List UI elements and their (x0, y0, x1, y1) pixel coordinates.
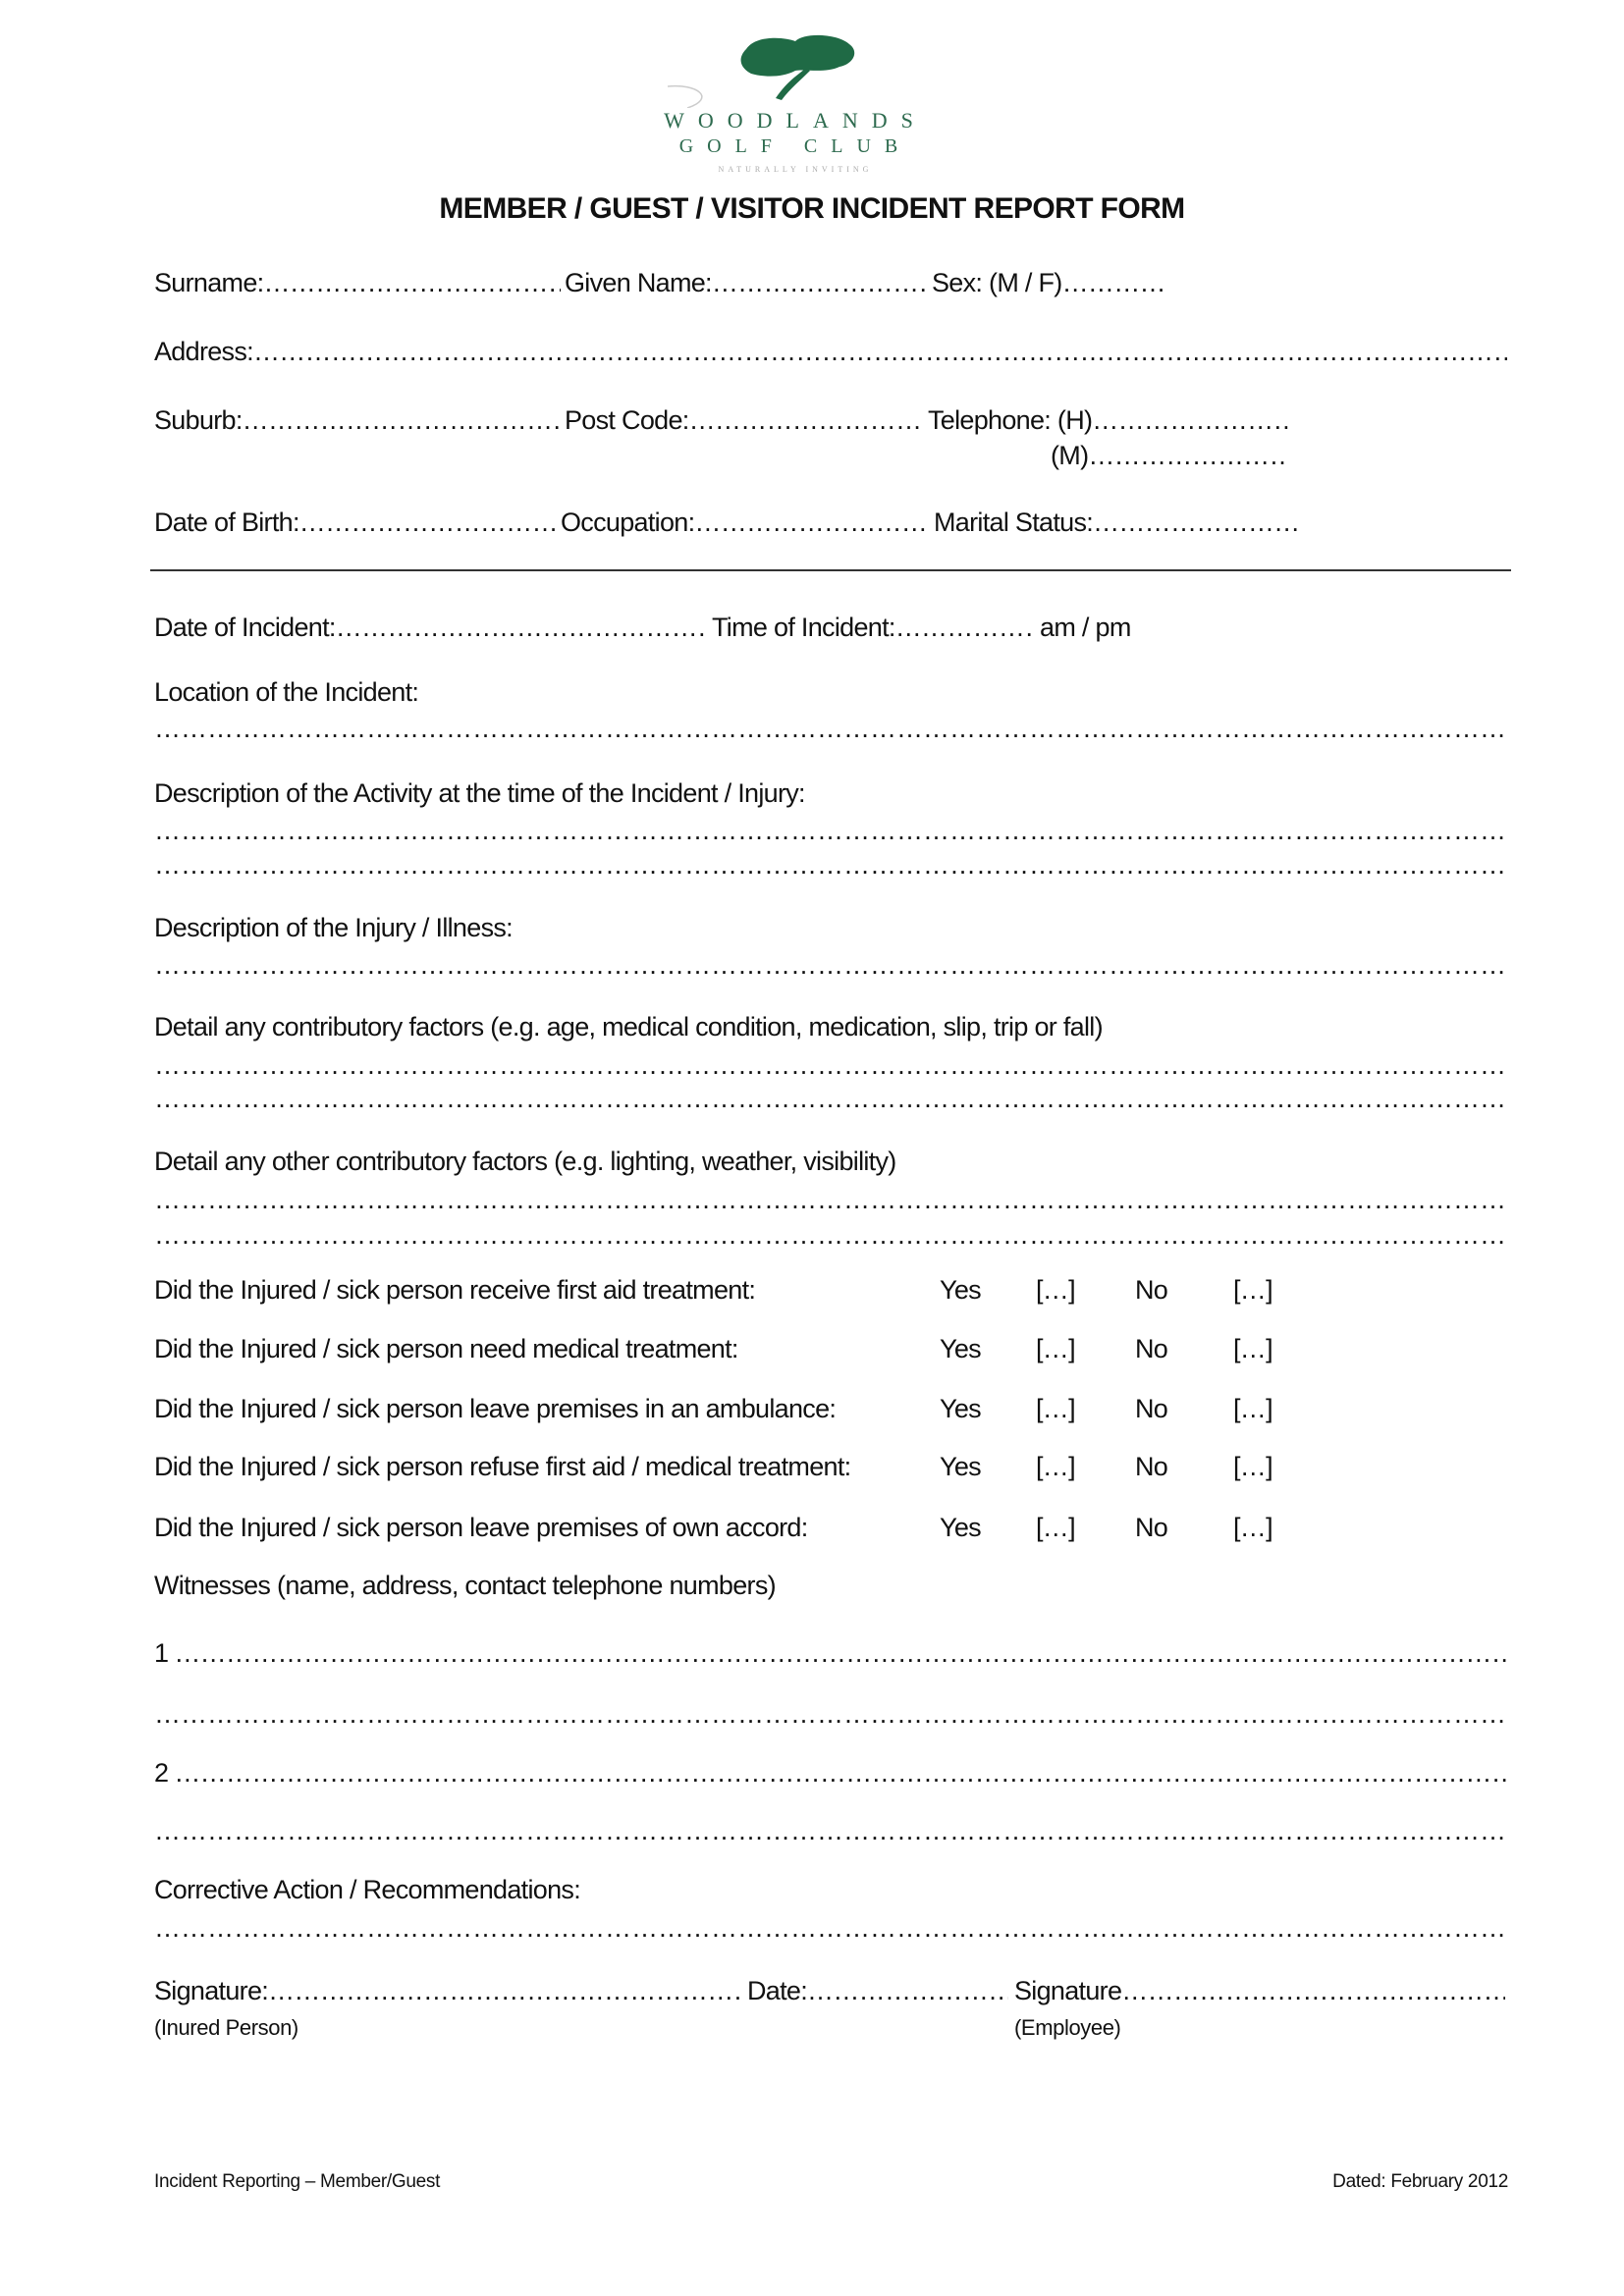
incident-date-label: Date of Incident: (154, 613, 336, 642)
club-logo (658, 29, 933, 177)
yes-label: Yes (940, 1334, 981, 1363)
logo-line2: GOLF CLUB (678, 135, 912, 157)
no-label: No (1135, 1394, 1168, 1423)
address-field[interactable] (154, 336, 1507, 367)
row-incident-date (154, 612, 1131, 643)
contributory-line-1[interactable] (154, 1049, 1507, 1081)
incident-time-label: Time of Incident: (712, 613, 895, 642)
signature-date-field[interactable] (747, 1975, 1008, 2006)
contributory-line-2[interactable] (154, 1083, 1507, 1114)
dob-field[interactable] (154, 507, 557, 538)
telephone-home-field[interactable] (928, 404, 1293, 436)
incident-date-field[interactable] (154, 612, 708, 643)
row-address (154, 336, 1507, 367)
tree-icon (658, 29, 933, 108)
witnesses-label: Witnesses (name, address, contact telephone numbers) (154, 1571, 776, 1600)
corrective-line[interactable] (154, 1912, 1507, 1944)
witness-1-line-2[interactable] (154, 1698, 1507, 1730)
location-label: Location of the Incident: (154, 677, 419, 707)
yes-label: Yes (940, 1513, 981, 1542)
sex-field[interactable] (932, 267, 1167, 298)
corrective-label: Corrective Action / Recommendations: (154, 1875, 580, 1904)
suburb-field[interactable] (154, 404, 561, 436)
footer-right: Dated: February 2012 (1332, 2171, 1508, 2192)
yes-checkbox[interactable]: […] (1036, 1452, 1075, 1481)
footer-left: Incident Reporting – Member/Guest (154, 2171, 441, 2192)
occupation-label: Occupation: (561, 507, 695, 537)
row-signatures (154, 1975, 1505, 2006)
yes-checkbox[interactable]: […] (1036, 1513, 1075, 1542)
activity-line-1[interactable] (154, 815, 1507, 846)
employee-caption: (Employee) (1014, 2015, 1121, 2040)
row-dob (154, 507, 1297, 538)
given-name-label: Given Name: (565, 268, 712, 297)
activity-line-2[interactable] (154, 849, 1507, 881)
activity-label: Description of the Activity at the time of the Incident / Injury: (154, 778, 805, 808)
witness-2-row (154, 1757, 1507, 1789)
other-contributory-label: Detail any other contributory factors (e.g. lighting, weather, visibility) (154, 1147, 896, 1176)
yes-label: Yes (940, 1275, 981, 1305)
injured-signature-field[interactable] (154, 1975, 743, 2006)
row-name (154, 267, 1167, 298)
row-mobile (1051, 440, 1286, 471)
sex-label: Sex: (M / F) (932, 268, 1062, 297)
occupation-field[interactable] (561, 507, 930, 538)
other-contributory-line-1[interactable] (154, 1184, 1507, 1215)
surname-field[interactable] (154, 267, 561, 298)
signature-date-label: Date: (747, 1976, 808, 2005)
other-contributory-line-2[interactable] (154, 1219, 1507, 1251)
location-line[interactable] (154, 713, 1507, 744)
logo-tagline: NATURALLY INVITING (718, 165, 873, 174)
section-divider (150, 569, 1511, 571)
witness-2-field[interactable] (154, 1757, 1507, 1789)
no-label: No (1135, 1452, 1168, 1481)
telephone-mobile-field[interactable] (1051, 440, 1286, 471)
am-pm-label: am / pm (1040, 613, 1131, 642)
incident-time-field[interactable] (712, 612, 1032, 643)
question-text: Did the Injured / sick person refuse first aid / medical treatment: (154, 1452, 851, 1481)
row-suburb (154, 404, 1293, 436)
dob-label: Date of Birth: (154, 507, 299, 537)
post-code-field[interactable] (565, 404, 924, 436)
post-code-label: Post Code: (565, 405, 689, 435)
question-text: Did the Injured / sick person receive first aid treatment: (154, 1275, 756, 1305)
yes-checkbox[interactable]: […] (1036, 1334, 1075, 1363)
question-text: Did the Injured / sick person leave premises in an ambulance: (154, 1394, 837, 1423)
injury-label: Description of the Injury / Illness: (154, 913, 513, 942)
logo-line1: WOODLANDS (664, 108, 927, 133)
address-label: Address: (154, 337, 253, 366)
question-text: Did the Injured / sick person need medical treatment: (154, 1334, 738, 1363)
marital-status-field[interactable] (934, 507, 1297, 538)
telephone-home-label: Telephone: (H) (928, 405, 1093, 435)
given-name-field[interactable] (565, 267, 928, 298)
yes-checkbox[interactable]: […] (1036, 1275, 1075, 1305)
question-text: Did the Injured / sick person leave premises of own accord: (154, 1513, 808, 1542)
witness-1-field[interactable] (154, 1637, 1507, 1669)
suburb-label: Suburb: (154, 405, 243, 435)
marital-status-label: Marital Status: (934, 507, 1094, 537)
contributory-label: Detail any contributory factors (e.g. age, medical condition, medication, slip, trip or fall) (154, 1012, 1103, 1041)
injury-line[interactable] (154, 949, 1507, 981)
no-checkbox[interactable]: […] (1233, 1394, 1272, 1423)
no-checkbox[interactable]: […] (1233, 1452, 1272, 1481)
injured-person-caption: (Inured Person) (154, 2015, 298, 2040)
surname-label: Surname: (154, 268, 264, 297)
form-title: MEMBER / GUEST / VISITOR INCIDENT REPORT FORM (439, 192, 1185, 225)
no-label: No (1135, 1275, 1168, 1305)
no-label: No (1135, 1334, 1168, 1363)
witness-1-number: 1 (154, 1638, 169, 1668)
employee-signature-field[interactable] (1014, 1975, 1505, 2006)
yes-checkbox[interactable]: […] (1036, 1394, 1075, 1423)
telephone-mobile-label: (M) (1051, 441, 1089, 470)
witness-1-row (154, 1637, 1507, 1669)
witness-2-number: 2 (154, 1758, 169, 1788)
injured-signature-label: Signature: (154, 1976, 269, 2005)
no-label: No (1135, 1513, 1168, 1542)
no-checkbox[interactable]: […] (1233, 1275, 1272, 1305)
employee-signature-label: Signature (1014, 1976, 1122, 2005)
yes-label: Yes (940, 1452, 981, 1481)
witness-2-line-2[interactable] (154, 1815, 1507, 1846)
no-checkbox[interactable]: […] (1233, 1334, 1272, 1363)
yes-label: Yes (940, 1394, 981, 1423)
no-checkbox[interactable]: […] (1233, 1513, 1272, 1542)
